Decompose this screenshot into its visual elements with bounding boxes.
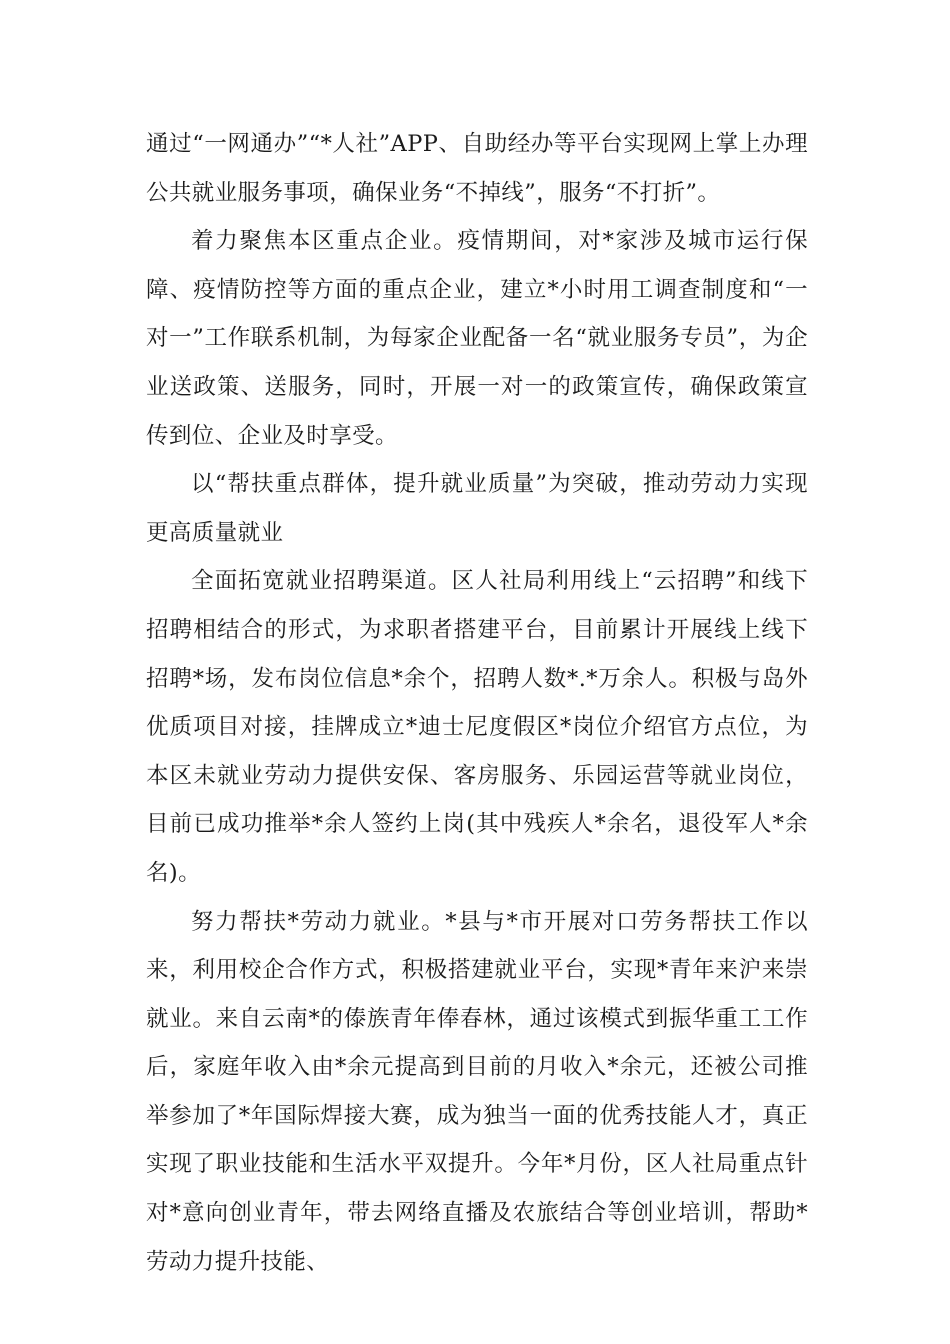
paragraph-continuation: 通过“一网通办”“*人社”APP、自助经办等平台实现网上掌上办理公共就业服务事项，确保业务“不掉线”，服务“不打折”。 xyxy=(146,131,808,206)
paragraph-labor-assistance: 努力帮扶*劳动力就业。*县与*市开展对口劳务帮扶工作以来，利用校企合作方式，积极搭建就业平台，实现*青年来沪来崇就业。来自云南*的傣族青年俸春林，通过该模式到振华重工工作后，家庭年收入由*余元提高到目前的月收入*余元，还被公司推举参加了*年国际焊接大赛，成为独当一面的优秀技能人才，真正实现了职业技能和生活水平双提升。今年*月份，区人社局重点针对*意向创业青年，带去网络直播及农旅结合等创业培训，帮助*劳动力提升技能、 xyxy=(146,908,808,1275)
section-heading-key-groups: 以“帮扶重点群体，提升就业质量”为突破，推动劳动力实现更高质量就业 xyxy=(146,471,808,546)
paragraph-key-enterprises: 着力聚焦本区重点企业。疫情期间，对*家涉及城市运行保障、疫情防控等方面的重点企业，建立*小时用工调查制度和“一对一”工作联系机制，为每家企业配备一名“就业服务专员”，为企业送政策、送服务，同时，开展一对一的政策宣传，确保政策宣传到位、企业及时享受。 xyxy=(146,228,808,449)
paragraph-recruitment-channels: 全面拓宽就业招聘渠道。区人社局利用线上“云招聘”和线下招聘相结合的形式，为求职者搭建平台，目前累计开展线上线下招聘*场，发布岗位信息*余个，招聘人数*.*万余人。积极与岛外优质项目对接，挂牌成立*迪士尼度假区*岗位介绍官方点位，为本区未就业劳动力提供安保、客房服务、乐园运营等就业岗位，目前已成功推举*余人签约上岗(其中残疾人*余名，退役军人*余名)。 xyxy=(146,568,808,886)
document-body xyxy=(146,120,808,1286)
